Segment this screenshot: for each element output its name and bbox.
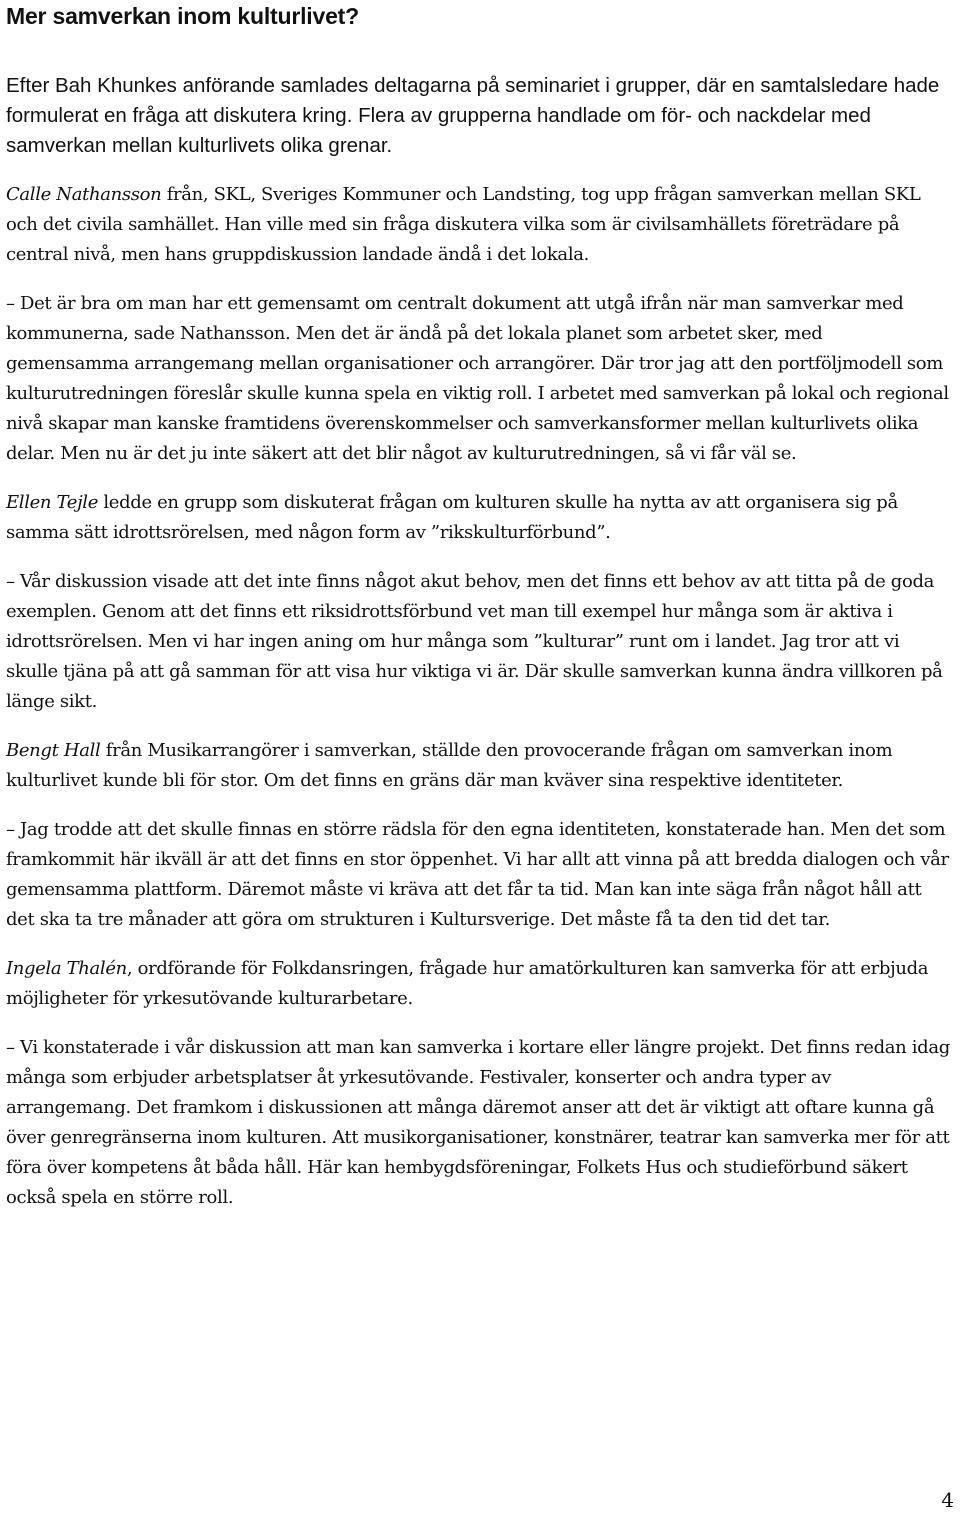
intro-paragraph: Efter Bah Khunkes anförande samlades deltagarna på seminariet i grupper, där en samtalsledare hade formulerat en fråga att diskutera kring. Flera av grupperna handlade om för- och nackdelar med samverkan mellan kulturlivets olika grenar. — [6, 74, 940, 157]
quote-paragraph: – Det är bra om man har ett gemensamt om centralt dokument att utgå ifrån när man samverkar med kommunerna, sade Nathansson. Men det är ändå på det lokala planet som arbetet sker, med gemensamma arrangemang mellan organisationer och arrangörer. Där tror jag att den portföljmodell som kulturutredningen föreslår skulle kunna spela en viktig roll. I arbetet med samverkan på lokal och regional nivå skapar man kanske framtidens överenskommelser och samverkansformer mellan kulturlivets olika delar. Men nu är det ju inte säkert att det blir något av kulturutredningen, så vi får väl se. — [6, 293, 949, 464]
section-intro-text: från Musikarrangörer i samverkan, ställde den provocerande frågan om samverkan inom kulturlivet kunde bli för stor. Om det finns en gräns där man kväver sina respektive identiteter. — [6, 740, 893, 791]
section-intro — [6, 180, 950, 270]
section-intro-text: ledde en grupp som diskuterat frågan om kulturen skulle ha nytta av att organisera sig på samma sätt idrottsrörelsen, med någon form av ”rikskulturförbund”. — [6, 492, 898, 543]
quote-paragraph: – Vi konstaterade i vår diskussion att man kan samverka i kortare eller längre projekt. Det finns redan idag många som erbjuder arbetsplatser åt yrkesutövande. Festivaler, konserter och andra typer av arrangemang. Det framkom i diskussionen att många däremot anser att det är viktigt att oftare kunna gå över genregränserna inom kulturen. Att musikorganisationer, konstnärer, teatrar kan samverka mer för att föra över kompetens åt båda håll. Här kan hembygdsföreningar, Folkets Hus och studieförbund säkert också spela en större roll. — [6, 1037, 950, 1208]
person-name: Calle Nathansson — [6, 184, 162, 205]
section-intro-text: , ordförande för Folkdansringen, frågade hur amatörkulturen kan samverka för att erbjuda möjligheter för yrkesutövande kulturarbetare. — [6, 958, 929, 1009]
section-intro — [6, 488, 950, 548]
person-name: Ellen Tejle — [6, 492, 99, 513]
person-name: Ingela Thalén — [6, 958, 127, 979]
person-name: Bengt Hall — [6, 740, 101, 761]
section-intro — [6, 736, 950, 796]
page-number: 4 — [941, 1488, 954, 1512]
section-intro-text: från, SKL, Sveriges Kommuner och Landsting, tog upp frågan samverkan mellan SKL och det civila samhället. Han ville med sin fråga diskutera vilka som är civilsamhällets företrädare på central nivå, men hans gruppdiskussion landade ändå i det lokala. — [6, 184, 921, 265]
quote-paragraph: – Vår diskussion visade att det inte finns något akut behov, men det finns ett behov av att titta på de goda exemplen. Genom att det finns ett riksidrottsförbund vet man till exempel hur många som är aktiva i idrottsrörelsen. Men vi har ingen aning om hur många som ”kulturar” runt om i landet. Jag tror att vi skulle tjäna på att gå samman för att visa hur viktiga vi är. Där skulle samverkan kunna ändra villkoren på länge sikt. — [6, 571, 943, 712]
document-page — [6, 0, 950, 1213]
document-title: Mer samverkan inom kulturlivet? — [6, 3, 359, 29]
section-intro — [6, 954, 950, 1014]
quote-paragraph: – Jag trodde att det skulle finnas en större rädsla för den egna identiteten, konstaterade han. Men det som framkommit här ikväll är att det finns en stor öppenhet. Vi har allt att vinna på att bredda dialogen och vår gemensamma plattform. Däremot måste vi kräva att det får ta tid. Man kan inte säga från något håll att det ska ta tre månader att göra om strukturen i Kultursverige. Det måste få ta den tid det tar. — [6, 819, 949, 930]
